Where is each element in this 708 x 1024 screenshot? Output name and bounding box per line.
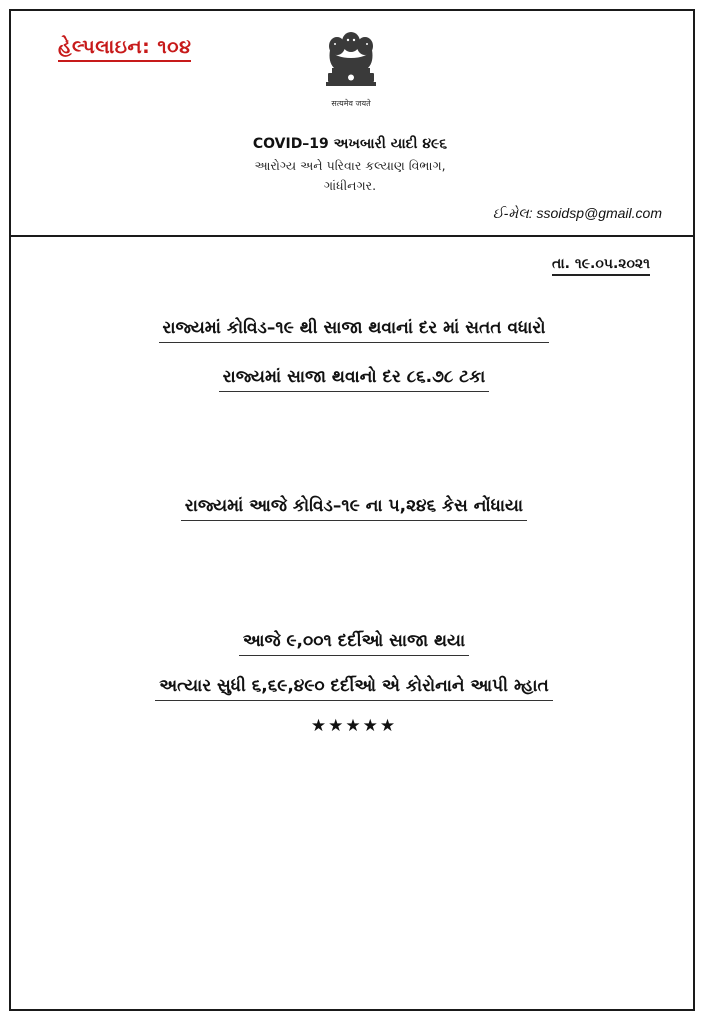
headline-recovered-today (0, 631, 708, 656)
helpline-number: હેલ્પલાઇન: ૧૦૪ (58, 36, 191, 62)
emblem-motto: सत्यमेव जयते (331, 99, 371, 108)
headline-text: અત્યાર સુધી ૬,૬૯,૪૯૦ દર્દીઓ એ કોરોનાને આપી મ્હાત (155, 676, 553, 701)
city-name: ગાંધીનગર. (323, 178, 377, 193)
headline-text: રાજ્યમાં આજે કોવિડ–૧૯ ના ૫,૨૪૬ કેસ નોંધાયા (181, 496, 527, 521)
office-block (200, 136, 500, 196)
headline-total-recovered (0, 676, 708, 701)
email-address: ઈ-મેલ: ssoidsp@gmail.com (492, 205, 662, 221)
stars-separator: ★★★★★ (310, 716, 398, 736)
headline-new-cases (0, 496, 708, 521)
national-emblem (318, 28, 384, 112)
ashoka-emblem-icon (318, 28, 384, 98)
department-name: આરોગ્ય અને પરિવાર કલ્યાણ વિભાગ, (254, 158, 446, 173)
headline-recovery-rate (0, 367, 708, 392)
headline-text: રાજ્યમાં સાજા થવાનો દર ૮૬.૭૮ ટકા (219, 367, 490, 392)
headline-recovery-rate-increase (0, 318, 708, 343)
headline-text: રાજ્યમાં કોવિડ–૧૯ થી સાજા થવાનાં દર માં સતત વધારો (159, 318, 550, 343)
header-divider (9, 235, 695, 237)
headline-text: આજે ૯,૦૦૧ દર્દીઓ સાજા થયા (239, 631, 469, 656)
press-release-title: COVID–19 અખબારી યાદી ૪૯૬ (252, 136, 448, 152)
release-date: તા. ૧૯.૦૫.૨૦૨૧ (552, 256, 650, 276)
